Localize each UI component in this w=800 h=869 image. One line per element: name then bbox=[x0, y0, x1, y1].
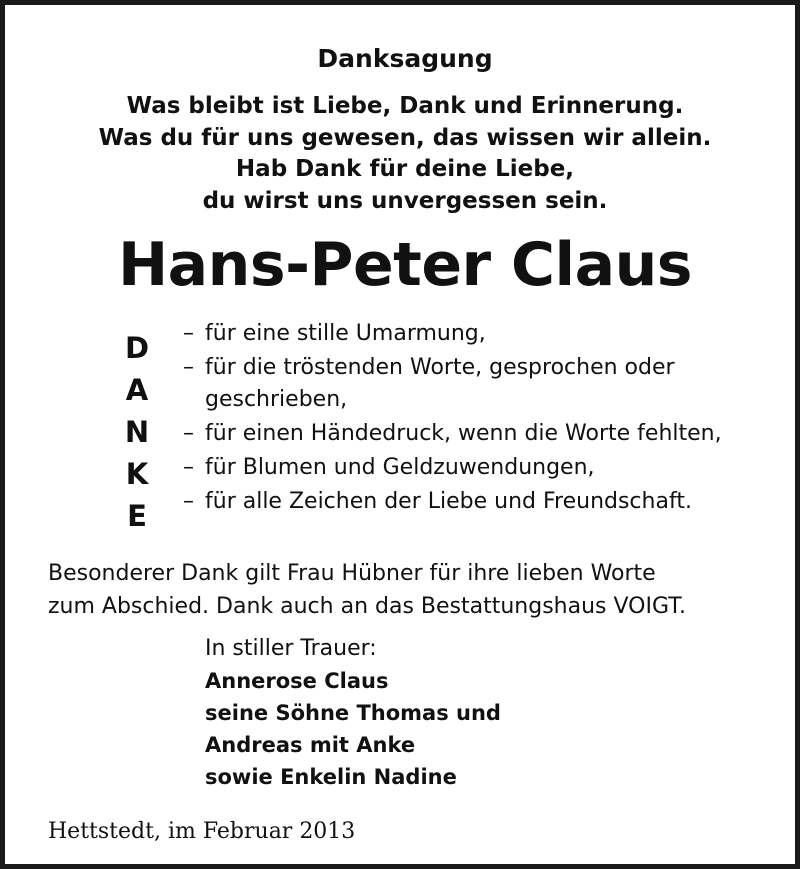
thanks-dash: – bbox=[183, 355, 194, 380]
thanks-item-text: für Blumen und Geldzuwendungen, bbox=[205, 455, 595, 480]
thanks-item-text: für alle Zeichen der Liebe und Freundschaft. bbox=[205, 489, 692, 514]
mourner-line: Andreas mit Anke bbox=[205, 733, 416, 757]
thanks-dash: – bbox=[183, 455, 194, 480]
special-thanks-line: zum Abschied. Dank auch an das Bestattungshaus VOIGT. bbox=[48, 594, 687, 619]
danke-letter: E bbox=[127, 499, 147, 533]
mourning-block bbox=[205, 633, 705, 793]
danke-letter: D bbox=[124, 331, 150, 365]
danke-letter: K bbox=[125, 457, 149, 491]
danke-letter: A bbox=[125, 373, 149, 407]
poem-line: Was bleibt ist Liebe, Dank und Erinnerung. bbox=[126, 93, 684, 119]
danke-letter: N bbox=[124, 415, 150, 449]
thanks-item-text: für eine stille Umarmung, bbox=[205, 321, 486, 346]
thanks-item bbox=[183, 452, 783, 484]
thanks-item-text: für die tröstenden Worte, gesprochen oder geschrieben, bbox=[205, 355, 675, 412]
thanks-item bbox=[183, 486, 783, 518]
special-thanks-line: Besonderer Dank gilt Frau Hübner für ihre lieben Worte bbox=[48, 561, 656, 586]
danke-vertical-word bbox=[117, 327, 157, 537]
memorial-poem bbox=[5, 91, 800, 217]
thanks-item bbox=[183, 352, 725, 416]
mourner-line: seine Söhne Thomas und bbox=[205, 701, 501, 725]
poem-line: Was du für uns gewesen, das wissen wir allein. bbox=[98, 124, 712, 151]
thanks-dash: – bbox=[183, 489, 194, 514]
thanks-item bbox=[183, 418, 783, 450]
place-and-date: Hettstedt, im Februar 2013 bbox=[48, 819, 356, 844]
poem-line: du wirst uns unvergessen sein. bbox=[202, 187, 608, 214]
special-thanks bbox=[48, 557, 788, 623]
mourner-line: sowie Enkelin Nadine bbox=[205, 765, 457, 789]
poem-line: Hab Dank für deine Liebe, bbox=[235, 156, 575, 182]
mourning-intro: In stiller Trauer: bbox=[205, 636, 377, 661]
thanks-item bbox=[183, 318, 783, 350]
thanks-dash: – bbox=[183, 321, 194, 346]
mourner-line: Annerose Claus bbox=[205, 669, 389, 693]
thanks-dash: – bbox=[183, 421, 194, 446]
thanks-list bbox=[183, 318, 783, 518]
notice-heading: Danksagung bbox=[317, 44, 493, 73]
thanks-item-text: für einen Händedruck, wenn die Worte fehlten, bbox=[205, 421, 722, 446]
deceased-name: Hans-Peter Claus bbox=[117, 230, 693, 300]
